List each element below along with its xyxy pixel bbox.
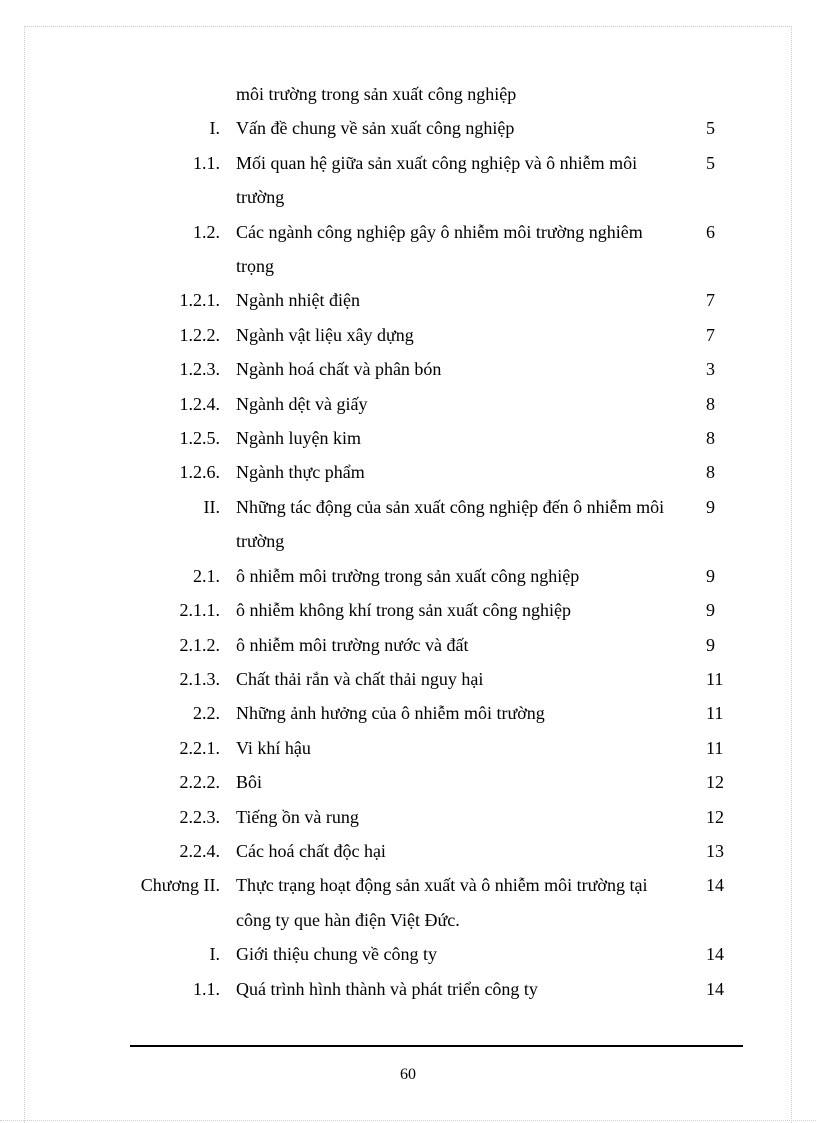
toc-entry	[0, 421, 816, 455]
toc-entry-title: Thực trạng hoạt động sản xuất và ô nhiễm môi trường tại công ty que hàn điện Việt Đức.	[236, 875, 648, 930]
toc-entry-page: 14	[706, 875, 724, 896]
toc-entry-number: 2.2.4.	[179, 840, 220, 861]
toc-entry-number: 1.2.3.	[179, 359, 220, 380]
toc-entry-page: 9	[706, 565, 715, 586]
toc-entry	[0, 455, 816, 489]
toc-entry-number: 1.1.	[193, 152, 220, 173]
toc-entry	[0, 215, 816, 284]
toc-entry-title: Quá trình hình thành và phát triển công ty	[236, 978, 538, 999]
toc-entry	[0, 490, 816, 559]
toc-entry	[0, 868, 816, 937]
toc-entry	[0, 731, 816, 765]
page-bottom-edge	[0, 1120, 816, 1121]
toc-entry-page: 12	[706, 806, 724, 827]
toc-entry-number: 2.1.3.	[179, 668, 220, 689]
toc-entry-number: 2.1.2.	[179, 634, 220, 655]
toc-entry-title: Những tác động của sản xuất công nghiệp đến ô nhiễm môi trường	[236, 496, 665, 552]
toc-entry-title: ô nhiễm môi trường nước và đất	[236, 634, 469, 655]
toc-entry	[0, 146, 816, 215]
toc-entry-title: Mối quan hệ giữa sản xuất công nghiệp và ô nhiễm môi trường	[236, 152, 638, 208]
toc-entry-title: Ngành hoá chất và phân bón	[236, 359, 442, 380]
toc-entry-page: 8	[706, 462, 715, 483]
toc-entry-title: ô nhiễm không khí trong sản xuất công nghiệp	[236, 600, 571, 621]
toc-entry-number: I.	[209, 944, 220, 965]
toc-entry-title: Ngành vật liệu xây dựng	[236, 324, 414, 345]
toc-entry-number: 2.1.1.	[179, 600, 220, 621]
toc-entry	[0, 834, 816, 868]
toc-entry-number: 2.1.	[193, 565, 220, 586]
toc-entry-page: 14	[706, 944, 724, 965]
toc-entry-number: Chương II.	[140, 875, 220, 896]
toc-entry-number: II.	[203, 496, 220, 517]
toc-entry-title: Ngành dệt và giấy	[236, 393, 368, 414]
toc-entry	[0, 77, 816, 111]
footer-rule	[130, 1045, 743, 1047]
toc-entry-title: Tiếng ồn và rung	[236, 806, 359, 827]
toc-entry-title: Bôi	[236, 772, 263, 793]
toc-entry-page: 11	[706, 668, 724, 689]
toc-entry-number: 2.2.3.	[179, 806, 220, 827]
toc-entry-page: 6	[706, 221, 715, 242]
toc-entry-page: 8	[706, 393, 715, 414]
toc-entry-number: 2.2.	[193, 703, 220, 724]
toc-entry-number: 2.2.1.	[179, 737, 220, 758]
toc-entry-page: 11	[706, 703, 724, 724]
toc-entry	[0, 318, 816, 352]
toc-entry	[0, 352, 816, 386]
toc-entry-title: Giới thiệu chung về công ty	[236, 944, 437, 965]
toc-entry	[0, 559, 816, 593]
toc-entry	[0, 765, 816, 799]
toc-entry	[0, 972, 816, 1006]
toc-entry-number: 1.1.	[193, 978, 220, 999]
toc-entry-page: 9	[706, 634, 715, 655]
toc-entry-page: 13	[706, 840, 724, 861]
toc-entry-title: Ngành thực phẩm	[236, 462, 365, 483]
toc-entry-page: 5	[706, 118, 715, 139]
toc-entry	[0, 593, 816, 627]
toc-entry	[0, 628, 816, 662]
toc-entry-title: Vi khí hậu	[236, 737, 311, 758]
toc-entry-title: Các hoá chất độc hại	[236, 840, 386, 861]
toc-entry-title: ô nhiễm môi trường trong sản xuất công nghiệp	[236, 565, 580, 586]
toc-entry-title: Những ảnh hưởng của ô nhiễm môi trường	[236, 703, 545, 724]
toc-entry	[0, 937, 816, 971]
toc-entry-title: Chất thải rắn và chất thải nguy hại	[236, 668, 484, 689]
toc-entry-page: 8	[706, 428, 715, 449]
toc-entry-number: 1.2.6.	[179, 462, 220, 483]
toc-entry-number: 1.2.2.	[179, 324, 220, 345]
toc-entry-page: 14	[706, 978, 724, 999]
toc-entry-page: 11	[706, 737, 724, 758]
toc-entry-page: 5	[706, 152, 715, 173]
toc-entry	[0, 111, 816, 145]
toc-entry-number: 1.2.	[193, 221, 220, 242]
toc-entry-page: 7	[706, 324, 715, 345]
toc-entry-number: 1.2.1.	[179, 290, 220, 311]
toc-entry-page: 7	[706, 290, 715, 311]
table-of-contents	[0, 77, 816, 1006]
toc-entry-number: I.	[209, 118, 220, 139]
toc-entry-number: 1.2.5.	[179, 428, 220, 449]
toc-entry	[0, 387, 816, 421]
toc-entry-page: 3	[706, 359, 715, 380]
toc-entry-number: 1.2.4.	[179, 393, 220, 414]
toc-entry-title: Vấn đề chung về sản xuất công nghiệp	[236, 118, 515, 139]
toc-entry-number: 2.2.2.	[179, 772, 220, 793]
toc-entry	[0, 800, 816, 834]
toc-entry-title: Các ngành công nghiệp gây ô nhiễm môi trường nghiêm trọng	[236, 221, 643, 277]
toc-entry-page: 9	[706, 600, 715, 621]
toc-entry	[0, 283, 816, 317]
toc-entry-title: Ngành luyện kim	[236, 428, 361, 449]
toc-entry-page: 9	[706, 496, 715, 517]
toc-entry-title: môi trường trong sản xuất công nghiệp	[236, 84, 517, 104]
toc-entry-title: Ngành nhiệt điện	[236, 290, 360, 311]
page-number: 60	[400, 1066, 416, 1083]
toc-entry-page: 12	[706, 772, 724, 793]
toc-entry	[0, 662, 816, 696]
toc-entry	[0, 696, 816, 730]
